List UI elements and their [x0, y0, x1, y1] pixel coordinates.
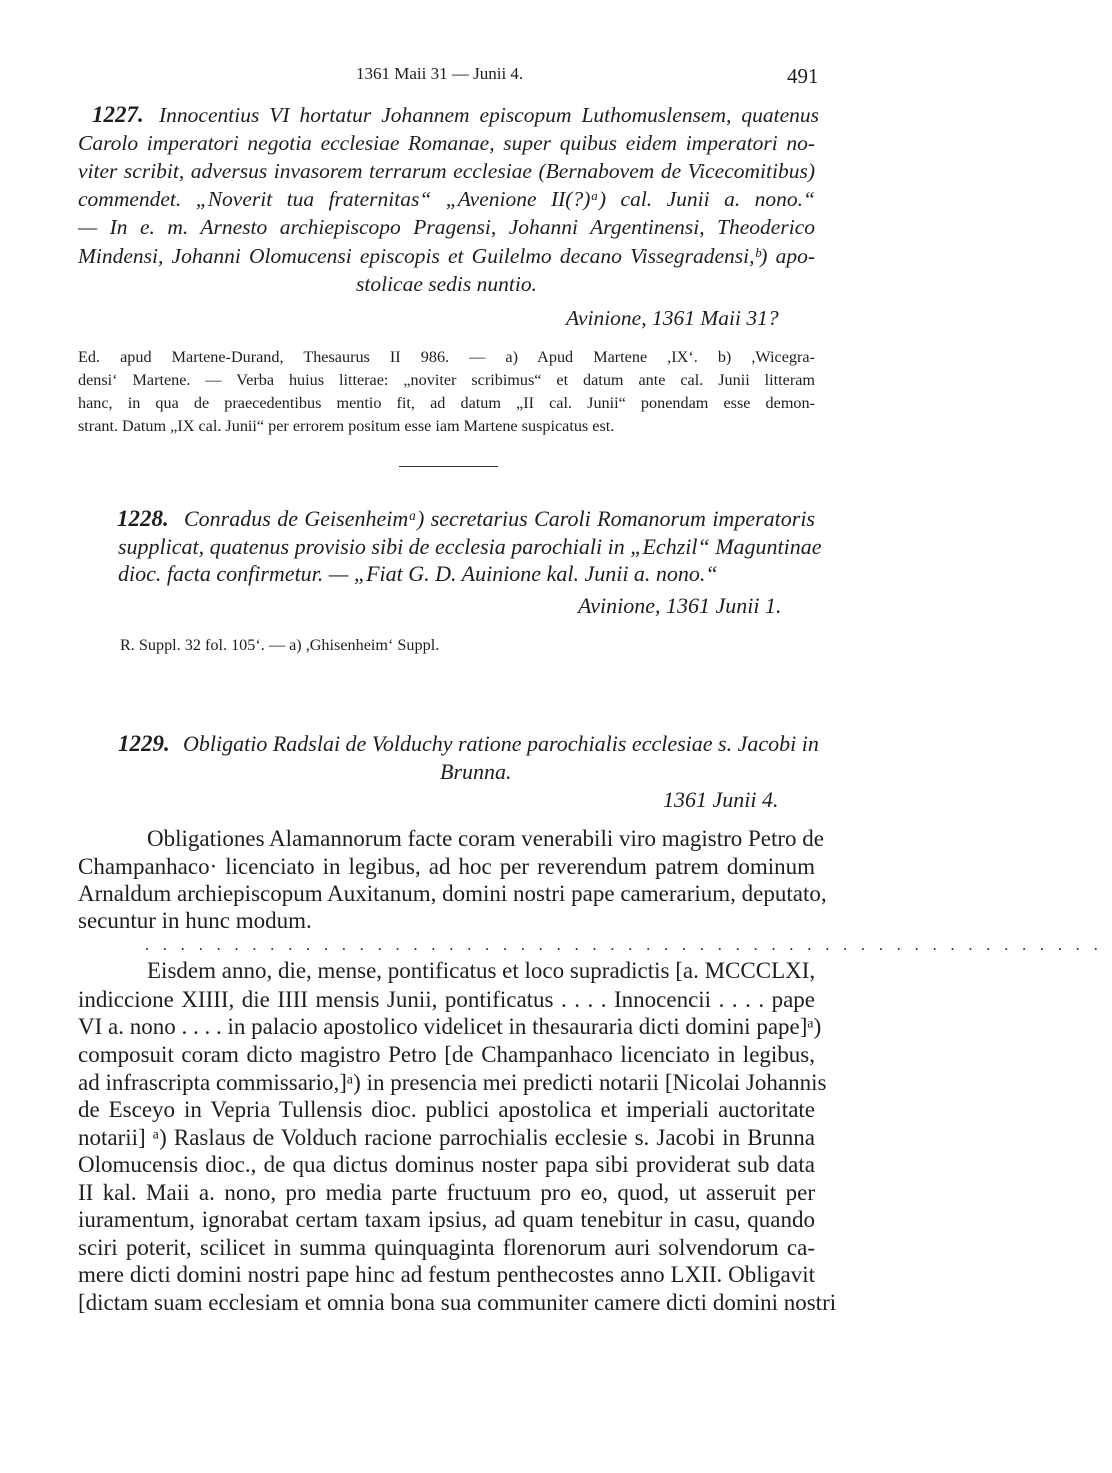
summary-line: Mindensi, Johanni Olomucensi episcopis et Guilelmo decano Vissegradensi,ᵇ) apo- [78, 244, 815, 268]
summary-line: viter scribit, adversus invasorem terrarum ecclesiae (Bernabovem de Vicecomitibus) [78, 159, 815, 183]
body-line: ad infrascripta commissario,]ᵃ) in presencia mei predicti notarii [Nicolai Johannis [78, 1070, 827, 1095]
summary-line: commendet. „Noverit tua fraternitas“ „Avenione II(?)ᵃ) cal. Junii a. nono.“ [78, 187, 815, 211]
page-number: 491 [787, 64, 819, 88]
note-line: hanc, in qua de praecedentibus mentio fit, ad datum „II cal. Junii“ ponendam esse demon- [78, 394, 815, 412]
body-line: Obligationes Alamannorum facte coram venerabili viro magistro Petro de [147, 826, 825, 851]
body-line: de Esceyo in Vepria Tullensis dioc. publici apostolica et imperiali auctoritate [78, 1097, 815, 1122]
place-date: Avinione, 1361 Maii 31? [566, 306, 779, 330]
summary-line: dioc. facta confirmetur. — „Fiat G. D. Auinione kal. Junii a. nono.“ [118, 561, 718, 586]
entry-number: 1227. [92, 102, 144, 127]
ellipsis-row: ...................................................... [145, 937, 1112, 954]
summary-line: Conradus de Geisenheimᵃ) secretarius Caroli Romanorum imperatoris [184, 506, 815, 531]
body-line: Arnaldum archiepiscopum Auxitanum, domini nostri pape camerarium, deputato, [78, 881, 827, 906]
body-line: notarii] ᵃ) Raslaus de Volduch racione parrochialis ecclesie s. Jacobi in Brunna [78, 1125, 815, 1150]
entry-number: 1228. [117, 506, 169, 531]
body-line: iuramentum, ignorabat certam taxam ipsius, ad quam tenebitur in casu, quando [78, 1207, 815, 1232]
summary-line: Carolo imperatori negotia ecclesiae Romanae, super quibus eidem imperatori no- [78, 131, 815, 155]
place-date: Avinione, 1361 Junii 1. [578, 593, 782, 618]
summary-line: supplicat, quatenus provisio sibi de ecclesia parochiali in „Echzil“ Maguntinae [118, 534, 822, 559]
entry-number: 1229. [118, 731, 170, 756]
body-line: VI a. nono . . . . in palacio apostolico videlicet in thesauraria dicti domini pape]ᵃ) [78, 1014, 822, 1039]
body-line: indiccione XIIII, die IIII mensis Junii, pontificatus . . . . Innocencii . . . . pape [78, 987, 815, 1012]
body-line: Champanhaco· licenciato in legibus, ad hoc per reverendum patrem dominum [78, 854, 815, 879]
note-line: Ed. apud Martene-Durand, Thesaurus II 986. — a) Apud Martene ,IX‘. b) ,Wicegra- [78, 348, 815, 366]
body-line: mere dicti domini nostri pape hinc ad festum penthecostes anno LXII. Obligavit [78, 1262, 815, 1287]
summary-line: Obligatio Radslai de Volduchy ratione parochialis ecclesiae s. Jacobi in [183, 731, 819, 756]
body-line: II kal. Maii a. nono, pro media parte fructuum pro eo, quod, ut asseruit per [78, 1180, 815, 1205]
summary-line: stolicae sedis nuntio. [356, 272, 537, 296]
body-line: secuntur in hunc modum. [78, 908, 312, 933]
summary-line: Brunna. [440, 759, 512, 784]
separator-rule [399, 466, 498, 467]
body-line: Eisdem anno, die, mense, pontificatus et loco supradictis [a. MCCCLXI, [147, 958, 816, 983]
running-title: 1361 Maii 31 — Junii 4. [356, 64, 524, 83]
body-line: Olomucensis dioc., de qua dictus dominus noster papa sibi providerat sub data [78, 1152, 815, 1177]
note-line: strant. Datum „IX cal. Junii“ per errorem positum esse iam Martene suspicatus est. [78, 417, 615, 435]
body-line: composuit coram dicto magistro Petro [de Champanhaco licenciato in legibus, [78, 1042, 815, 1067]
note-line: densi‘ Martene. — Verba huius litterae: „noviter scribimus“ et datum ante cal. Junii litteram [78, 371, 815, 389]
body-line: [dictam suam ecclesiam et omnia bona sua communiter camere dicti domini nostri [78, 1290, 837, 1315]
summary-line: Innocentius VI hortatur Johannem episcopum Luthomuslensem, quatenus [159, 103, 819, 127]
body-line: sciri poterit, scilicet in summa quinquaginta florenorum auri solvendorum ca- [78, 1235, 815, 1260]
place-date: 1361 Junii 4. [663, 787, 779, 812]
summary-line: — In e. m. Arnesto archiepiscopo Pragensi, Johanni Argentinensi, Theoderico [78, 215, 815, 239]
note-line: R. Suppl. 32 fol. 105‘. — a) ,Ghisenheim‘ Suppl. [120, 636, 440, 654]
